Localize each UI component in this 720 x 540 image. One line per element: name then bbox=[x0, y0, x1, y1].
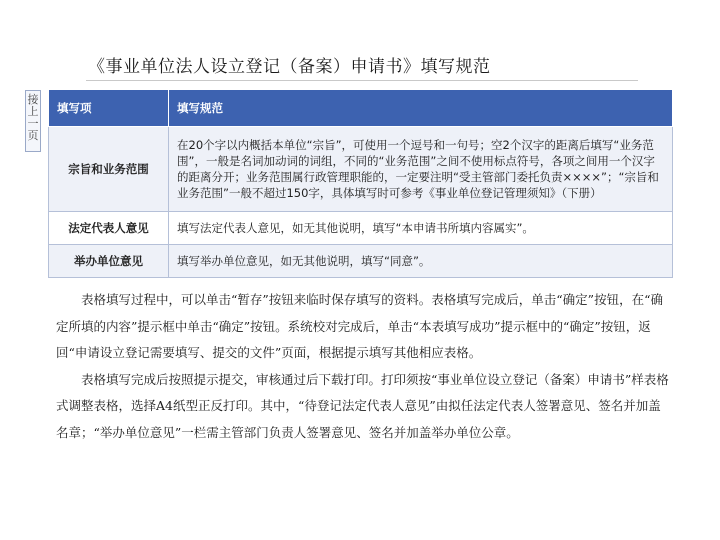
table-row bbox=[49, 245, 673, 278]
continued-from-previous-page-tab bbox=[25, 90, 41, 152]
title-divider bbox=[86, 80, 638, 81]
row-rule: 填写法定代表人意见，如无其他说明，填写“本申请书所填内容属实”。 bbox=[169, 212, 673, 245]
page-title: 《事业单位法人设立登记（备案）申请书》填写规范 bbox=[88, 57, 491, 77]
fill-spec-table bbox=[48, 89, 673, 278]
side-tab-char: 上 bbox=[27, 105, 39, 118]
row-item: 举办单位意见 bbox=[49, 245, 169, 278]
table-row bbox=[49, 212, 673, 245]
row-rule: 在20个字以内概括本单位“宗旨”，可使用一个逗号和一句号；空2个汉字的距离后填写“业务范围”，一般是名词加动词的词组，不同的“业务范围”之间不使用标点符号，各项之间用一个汉字的距离分开；业务范围属行政管理职能的，一定要注明“受主管部门委托负责××××”；“宗旨和业务范围”一般不超过150字，具体填写时可参考《事业单位登记管理须知》（下册） bbox=[169, 127, 673, 212]
column-header-item: 填写项 bbox=[49, 90, 169, 127]
side-tab-char: 页 bbox=[27, 129, 39, 142]
side-tab-char: 接 bbox=[27, 93, 39, 106]
table-row bbox=[49, 127, 673, 212]
column-header-rule: 填写规范 bbox=[169, 90, 673, 127]
paragraph: 表格填写完成后按照提示提交，审核通过后下载打印。打印须按“事业单位设立登记（备案）申请书”样表格式调整表格，选择A4纸型正反打印。其中，“待登记法定代表人意见”由拟任法定代表人签署意见、签名并加盖名章；“举办单位意见”一栏需主管部门负责人签署意见、签名并加盖举办单位公章。 bbox=[56, 371, 669, 440]
row-item: 宗旨和业务范围 bbox=[49, 127, 169, 212]
row-rule: 填写举办单位意见，如无其他说明，填写“同意”。 bbox=[169, 245, 673, 278]
row-item: 法定代表人意见 bbox=[49, 212, 169, 245]
instructions-body bbox=[56, 287, 672, 446]
paragraph: 表格填写过程中，可以单击“暂存”按钮来临时保存填写的资料。表格填写完成后，单击“确定”按钮，在“确定所填的内容”提示框中单击“确定”按钮。系统校对完成后，单击“本表填写成功”提示框中的“确定”按钮，返回“申请设立登记需要填写、提交的文件”页面，根据提示填写其他相应表格。 bbox=[56, 292, 663, 360]
table-header-row bbox=[49, 90, 673, 127]
side-tab-char: 一 bbox=[27, 117, 39, 130]
